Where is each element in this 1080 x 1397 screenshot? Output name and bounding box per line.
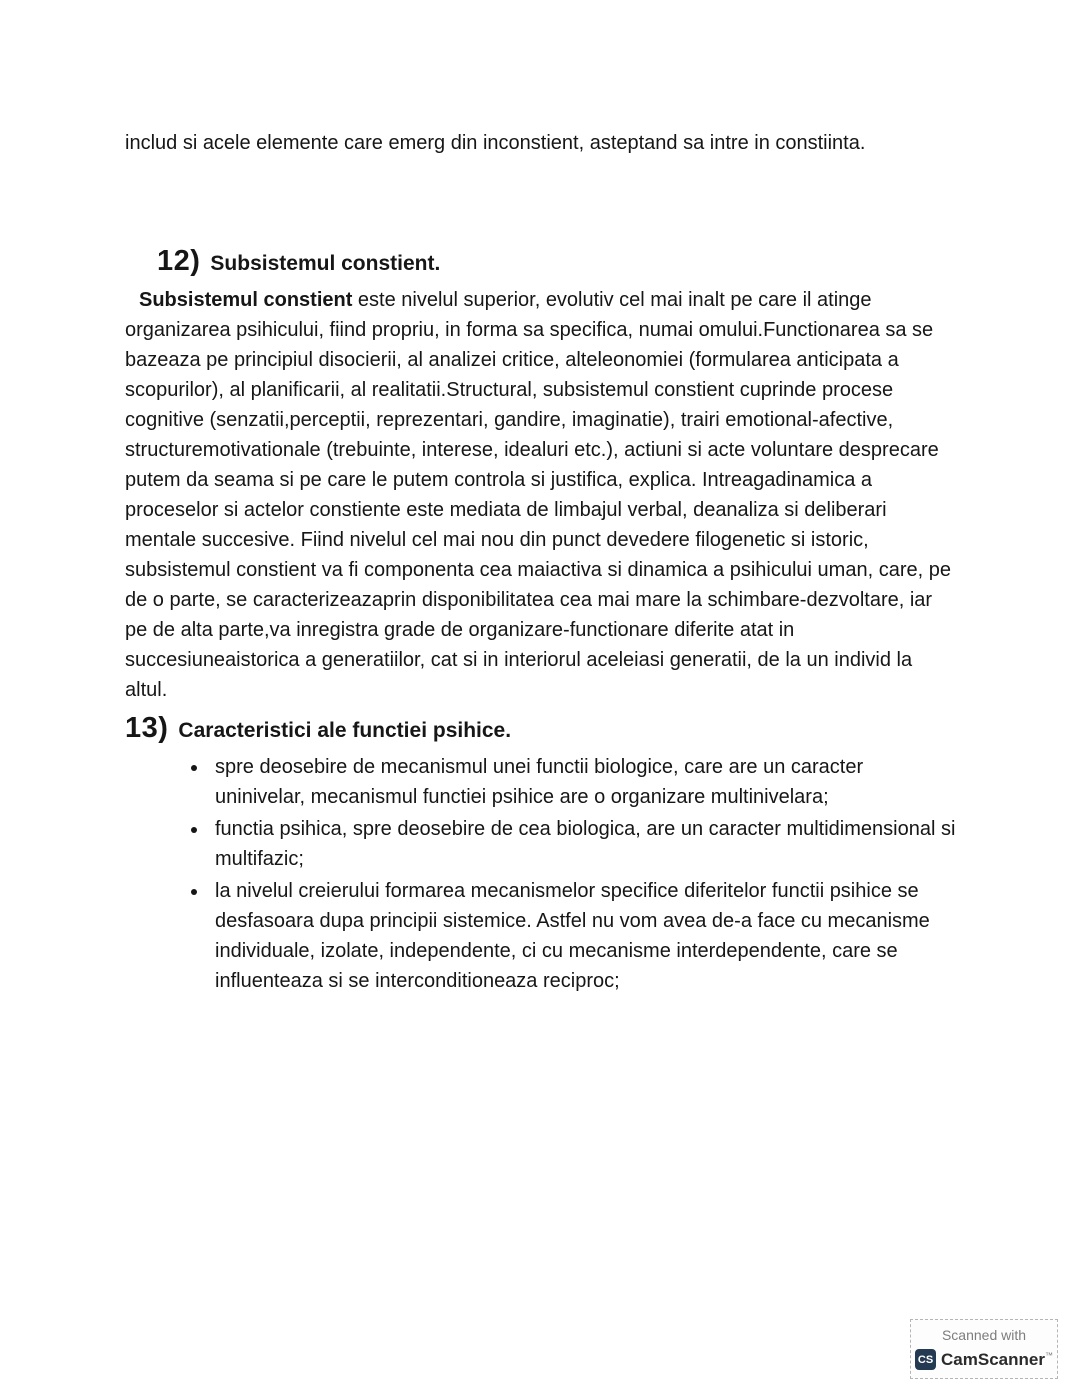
section-13-title: Caracteristici ale functiei psihice. <box>178 719 512 742</box>
camscanner-brand-label: CamScanner <box>941 1349 1045 1369</box>
bullet-item-1: • spre deosebire de mecanismul unei functii biologice, care are un caracter uninivelar, mecanismul functiei psihice are o organizare multinivelara; <box>209 752 957 812</box>
intro-paragraph: includ si acele elemente care emerg din inconstient, asteptand sa intre in constiinta. <box>125 132 866 154</box>
section-12-body: este nivelul superior, evolutiv cel mai inalt pe care il atinge organizarea psihicului, fiind propriu, in forma sa specifica, numai omului.Functionarea sa se bazeaza pe principiul disocierii, al analizei critice, alteleonomiei (formularea anticipata a scopurilor), al planificarii, al realitatii.Structural, subsistemul constient cuprinde procese cognitive (senzatii,perceptii, reprezentari, gandire, imaginatie), trairi emotional-afective, structuremotivationale (trebuinte, interese, idealuri etc.), actiuni si acte voluntare desprecare putem da seama si pe care le putem controla si justifica, explica. Intreagadinamica a proceselor si actelor constiente este mediata de limbajul verbal, deanaliza si deliberari mentale succesive. Fiind nivelul cel mai nou din punct devedere filogenetic si istoric, subsistemul constient va fi componenta cea maiactiva si dinamica a psihicului uman, care, pe de o parte, se caracterizeazaprin disponibilitatea cea mai mare la schimbare-dezvoltare, iar pe de alta parte,va inregistra grade de organizare-functionare diferite atat in succesiuneaistorica a generatiilor, cat si in interiorul aceleiasi generatii, de la un individ la altul. <box>125 289 951 701</box>
camscanner-brand-row <box>917 1349 1053 1370</box>
bullet-item-3: • la nivelul creierului formarea mecanismelor specifice diferitelor functii psihice se desfasoara dupa principii sistemice. Astfel nu vom avea de-a face cu mecanisme individuale, izolate, independente, ci cu mecanisme interdependente, care se influenteaza si se interconditioneaza reciproc; <box>209 876 957 996</box>
section-12-title: Subsistemul constient. <box>210 252 441 275</box>
section-13-heading <box>125 713 957 746</box>
scanned-with-label: Scanned with <box>941 1327 1027 1343</box>
section-12-lead: Subsistemul constient <box>139 289 353 311</box>
camscanner-logo-icon: CS <box>915 1349 936 1370</box>
bullet-item-2: • functia psihica, spre deosebire de cea biologica, are un caracter multidimensional si multifazic; <box>209 814 957 874</box>
camscanner-badge <box>910 1319 1058 1379</box>
section-12-heading <box>157 246 957 279</box>
section-13-number: 13) <box>125 712 169 744</box>
section-12-paragraph <box>125 285 957 705</box>
trademark-symbol: ™ <box>1044 1351 1053 1360</box>
section-12-number: 12) <box>157 245 201 277</box>
section-13-bullet-list <box>125 752 957 996</box>
page-content <box>125 128 957 998</box>
